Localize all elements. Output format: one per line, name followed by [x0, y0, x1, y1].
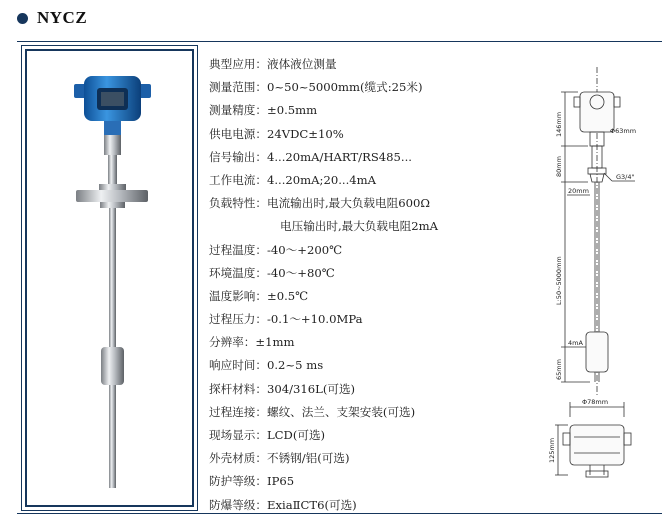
bullet-icon: [17, 13, 28, 24]
section-header: [17, 9, 87, 27]
spec-row-current: 工作电流： 4...20mA;20...4mA: [209, 172, 376, 187]
spec-row-range: 测量范围： 0~50~5000mm(缆式:25米): [209, 80, 423, 95]
product-photo: [25, 49, 194, 507]
top-divider: [17, 41, 662, 42]
dim-head-height: 146mm: [555, 111, 563, 137]
spec-row-explosion: 防爆等级： ExiaⅡCT6(可选): [209, 497, 357, 512]
spec-row-process-temp: 过程温度： -40～+200℃: [209, 242, 343, 257]
dim-float: 65mm: [555, 359, 563, 380]
dim-bottom-dead: 4mA: [568, 339, 583, 347]
spec-row-load: 负载特性： 电流输出时,最大负载电阻600Ω: [209, 196, 430, 211]
dim-top-dead: 20mm: [568, 187, 589, 195]
spec-row-resolution: 分辨率： ±1mm: [209, 335, 295, 350]
dim-thread: G3/4": [616, 173, 635, 181]
spec-row-response: 响应时间： 0.2~5 ms: [209, 358, 324, 373]
dim-head-diameter: Φ63mm: [610, 127, 637, 135]
spec-row-ambient-temp: 环境温度： -40～+80℃: [209, 265, 335, 280]
spec-row-output: 信号输出： 4...20mA/HART/RS485...: [209, 149, 412, 164]
spec-row-power: 供电电源： 24VDC±10%: [209, 126, 344, 141]
dim-housing-diameter: Φ78mm: [582, 398, 609, 406]
bottom-divider: [17, 513, 662, 514]
spec-row-pressure: 过程压力： -0.1～+10.0MPa: [209, 312, 363, 327]
spec-row-connection: 过程连接： 螺纹、法兰、支架安装(可选): [209, 404, 416, 419]
dimension-drawing: [530, 45, 669, 515]
dim-neck: 80mm: [555, 156, 563, 177]
spec-row-probe-material: 探杆材料： 304/316L(可选): [209, 381, 356, 396]
dim-housing-height: 125mm: [548, 437, 556, 463]
spec-row-housing: 外壳材质： 不锈钢/铝(可选): [209, 451, 350, 466]
spec-row-accuracy: 测量精度： ±0.5mm: [209, 103, 318, 118]
spec-row-application: 典型应用： 液体液位测量: [209, 57, 337, 71]
spec-row-protection: 防护等级： IP65: [209, 474, 295, 489]
spec-list: [209, 53, 509, 517]
spec-row-load-voltage: 电压输出时,最大负载电阻2mA: [280, 219, 438, 234]
spec-row-temp-effect: 温度影响： ±0.5℃: [209, 288, 309, 303]
dim-range: L:50~5000mm: [555, 256, 563, 305]
spec-row-display: 现场显示： LCD(可选): [209, 428, 326, 442]
model-title: NYCZ: [37, 8, 88, 27]
